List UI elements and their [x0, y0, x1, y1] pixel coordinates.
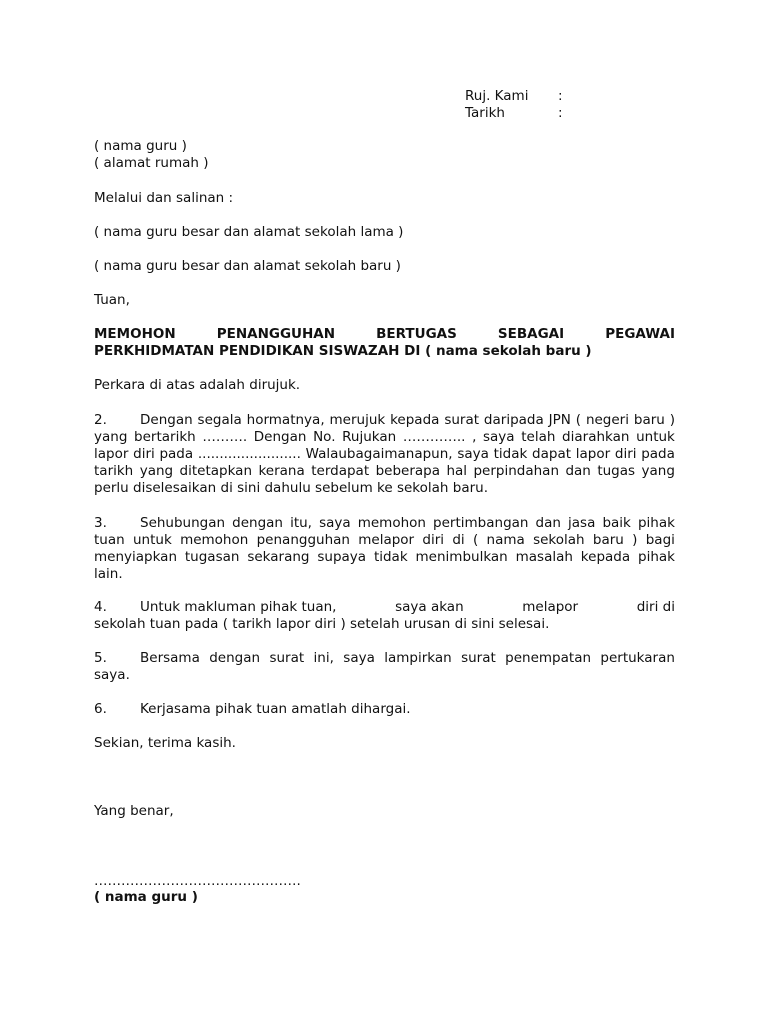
paragraph-word: lain. [94, 566, 123, 582]
paragraph-word: yang [641, 463, 675, 479]
paragraph-word: sekolah [533, 532, 585, 548]
paragraph-line [94, 428, 675, 446]
paragraph-lead [94, 411, 193, 429]
paragraph-word: daripada [483, 412, 544, 428]
paragraph-word: Sehubungan [140, 515, 226, 531]
paragraph-line [94, 411, 675, 429]
paragraph-word: Untuk makluman pihak tuan, [140, 599, 337, 615]
paragraph-word: lapor [94, 446, 129, 462]
paragraph-word: memohon [357, 515, 426, 531]
paragraph-word: negeri [585, 412, 629, 428]
copy-old-school: ( nama guru besar dan alamat sekolah lama ) [94, 224, 404, 240]
paragraph-word: ( [575, 412, 582, 428]
paragraph-lead [94, 649, 200, 667]
paragraph-word: tidak [493, 446, 528, 462]
paragraph-word: untuk [132, 532, 172, 548]
paragraph-word: melapor [522, 599, 579, 615]
paragraph-word: saya [319, 515, 351, 531]
paragraph-line [94, 565, 123, 583]
paragraph-word: telah [521, 429, 556, 445]
paragraph-word: Bersama [140, 650, 200, 666]
paragraph-word: dengan [209, 650, 261, 666]
paragraph-word: segala [197, 412, 242, 428]
paragraph-word: diri [133, 446, 155, 462]
paragraph-number: 4. [94, 599, 107, 615]
reference-tarikh-label: Tarikh [465, 105, 505, 121]
paragraph-word: penangguhan [256, 532, 350, 548]
paragraph-word: tugasan [184, 549, 240, 565]
signature-line: ………………………………………. [94, 873, 301, 889]
reference-ruj-colon: : [558, 88, 563, 104]
paragraph-number: 6. [94, 701, 107, 717]
subject-line-1 [94, 325, 675, 343]
paragraph-number: 5. [94, 650, 107, 666]
paragraph-line [94, 514, 675, 532]
paragraph-word: ini, [313, 650, 334, 666]
paragraph-word: hal [446, 463, 468, 479]
paragraph-word: dan [565, 463, 591, 479]
paragraph-word: untuk [636, 429, 675, 445]
paragraph-word: menimbulkan [415, 549, 508, 565]
paragraph-word: melapor [358, 532, 415, 548]
subject-word: SEBAGAI [497, 326, 565, 342]
paragraph-word: saya. [94, 667, 130, 683]
paragraph-number: 3. [94, 515, 107, 531]
paragraph-line [94, 479, 488, 497]
paragraph-word: perlu diselesaikan di sini dahulu sebelum ke sekolah baru. [94, 480, 488, 496]
paragraph-word: menyiapkan [94, 549, 178, 565]
paragraph-number: 2. [94, 412, 107, 428]
paragraph-word: Dengan [253, 429, 307, 445]
paragraph-word: ) [669, 412, 675, 428]
signer-name: ( nama guru ) [94, 889, 198, 905]
paragraph-word: yang [139, 463, 174, 479]
paragraph-word: baru [633, 412, 665, 428]
paragraph-word: dan [535, 515, 561, 531]
paragraph-word: ) [632, 532, 638, 548]
reference-ruj-label: Ruj. Kami [465, 88, 529, 104]
paragraph-word: diarahkan [562, 429, 630, 445]
paragraph-word: ........................ [197, 446, 301, 462]
paragraph-line [94, 666, 130, 684]
paragraph-word: pertukaran [600, 650, 675, 666]
paragraph-word: Rujukan [342, 429, 397, 445]
subject-word: MEMOHON [94, 326, 176, 342]
paragraph-word: baik [602, 515, 631, 531]
paragraph-word: JPN [548, 412, 571, 428]
paragraph-line [94, 700, 411, 718]
paragraph-word: pada [641, 446, 675, 462]
recipient-name: ( nama guru ) [94, 138, 187, 154]
paragraph-word: terdapat [311, 463, 370, 479]
paragraph-line [94, 531, 675, 549]
paragraph-word: lapor [575, 446, 611, 462]
paragraph-word: surat [269, 650, 305, 666]
paragraph-word: di [452, 532, 465, 548]
paragraph-lead [94, 514, 225, 532]
paragraph-word: supaya [317, 549, 367, 565]
subject-word: PEGAWAI [605, 326, 675, 342]
intro-text: Perkara di atas adalah dirujuk. [94, 377, 301, 393]
subject-line-2: PERKHIDMATAN PENDIDIKAN SISWAZAH DI ( nama sekolah baru ) [94, 343, 592, 359]
paragraph-lead [94, 701, 411, 717]
paragraph-word: ditetapkan [179, 463, 253, 479]
subject-word: PENANGGUHAN [216, 326, 336, 342]
paragraph-word: beberapa [375, 463, 440, 479]
paragraph-line [94, 548, 675, 566]
paragraph-word: Walaubagaimanapun, [305, 446, 453, 462]
paragraph-line [94, 615, 549, 633]
paragraph-word: No. [313, 429, 336, 445]
paragraph-word: nama [486, 532, 525, 548]
paragraph-line [94, 445, 675, 463]
copy-label: Melalui dan salinan : [94, 190, 234, 206]
paragraph-word: saya [343, 650, 375, 666]
paragraph-word: sekolah tuan pada ( tarikh lapor diri ) setelah urusan di sini selesai. [94, 616, 550, 632]
paragraph-word: hormatnya, [246, 412, 325, 428]
paragraph-word: tidak [373, 549, 408, 565]
paragraph-word: Kerjasama pihak tuan amatlah dihargai. [140, 701, 411, 717]
paragraph-word: saya [457, 446, 489, 462]
subject-word: BERTUGAS [376, 326, 457, 342]
paragraph-word: diri [614, 446, 637, 462]
paragraph-word: perpindahan [473, 463, 560, 479]
paragraph-word: pihak [637, 515, 675, 531]
paragraph-word: masalah [515, 549, 573, 565]
paragraph-word: lampirkan [384, 650, 452, 666]
sign-off: Yang benar, [94, 803, 174, 819]
paragraph-word: ………. [202, 429, 248, 445]
paragraph-word: yang [94, 429, 128, 445]
paragraph-word: pihak [638, 549, 675, 565]
paragraph-word: jasa [568, 515, 596, 531]
paragraph-word: diri di [636, 599, 675, 615]
paragraph-word: tuan [94, 532, 125, 548]
recipient-address: ( alamat rumah ) [94, 155, 209, 171]
paragraph-word: diri [422, 532, 445, 548]
paragraph-word: saya akan [395, 599, 464, 615]
paragraph-word: baru [592, 532, 624, 548]
paragraph-word: dengan [232, 515, 283, 531]
paragraph-word: Dengan [140, 412, 193, 428]
paragraph-line [94, 649, 675, 667]
paragraph-line [94, 462, 675, 480]
paragraph-word: memohon [180, 532, 249, 548]
paragraph-word: pertimbangan [433, 515, 529, 531]
paragraph-word: bertarikh [134, 429, 196, 445]
salutation: Tuan, [94, 292, 130, 308]
reference-tarikh-colon: : [558, 105, 563, 121]
paragraph-word: pada [159, 446, 194, 462]
paragraph-word: kepada [580, 549, 631, 565]
paragraph-line [94, 598, 675, 616]
paragraph-word: itu, [290, 515, 312, 531]
paragraph-word: sekarang [247, 549, 310, 565]
paragraph-word: tarikh [94, 463, 134, 479]
paragraph-word: kepada [390, 412, 440, 428]
paragraph-word: surat [461, 650, 496, 666]
paragraph-word: ( [472, 532, 479, 548]
closing-text: Sekian, terima kasih. [94, 735, 236, 751]
paragraph-lead [94, 598, 336, 616]
paragraph-word: tugas [597, 463, 636, 479]
paragraph-word: merujuk [329, 412, 386, 428]
paragraph-word: dapat [532, 446, 572, 462]
paragraph-word: , [472, 429, 477, 445]
copy-new-school: ( nama guru besar dan alamat sekolah baru ) [94, 258, 401, 274]
paragraph-word: ………….. [402, 429, 466, 445]
paragraph-word: bagi [645, 532, 675, 548]
paragraph-word: kerana [258, 463, 305, 479]
paragraph-word: penempatan [505, 650, 592, 666]
paragraph-word: saya [483, 429, 515, 445]
paragraph-word: surat [444, 412, 480, 428]
